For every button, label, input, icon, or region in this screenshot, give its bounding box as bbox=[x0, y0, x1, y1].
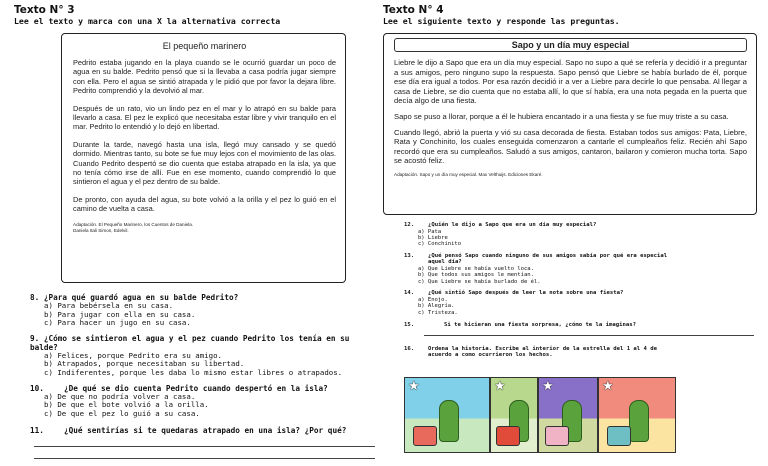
question-11 bbox=[30, 426, 375, 459]
story-paragraph: Liebre le dijo a Sapo que era un día muy especial. Sapo no supo a qué se refería y decidió ir a preguntar a sus amigos, pero ninguno supo la respuesta. Sapo pensó que Liebre se había burlado de él, porque ese día era igual a todos. Por esa razón decidió ir a ver a Liebre para decirle lo que pensaba. Al llegar a casa de Liebre, se dio cuenta que no estaba allí, lo que sí había, era una nota pegada en la puerta que decía algo de una fiesta. bbox=[394, 58, 747, 106]
question-text: ¿Cómo se sintieron el agua y el pez cuando Pedrito los tenía en su balde? bbox=[30, 333, 350, 352]
question-number: 8. bbox=[30, 293, 40, 302]
answer-option[interactable]: a) Enojo. bbox=[418, 296, 448, 303]
question-text: ¿Qué pensó Sapo cuando ninguno de sus amigos sabía por qué era especial aquel día? bbox=[428, 252, 668, 266]
question-14 bbox=[404, 290, 754, 316]
answer-option[interactable]: a) Pata bbox=[418, 228, 442, 235]
story-box-el-pequeno-marinero bbox=[61, 33, 346, 283]
scene-object bbox=[607, 426, 631, 446]
answer-option[interactable]: a) Para bebérsela en su casa. bbox=[44, 301, 174, 310]
question-number: 10. bbox=[30, 383, 44, 393]
character-figure bbox=[439, 400, 459, 442]
answer-option[interactable]: b) Liebre bbox=[418, 235, 448, 241]
left-column bbox=[14, 0, 384, 26]
story-credit: Adaptación. Sapo y un día muy especial. Max Velthuijs. Ediciones Ekaré. bbox=[394, 171, 543, 177]
question-number: 16. bbox=[404, 345, 415, 352]
question-number: 9. bbox=[30, 333, 40, 343]
order-star-icon[interactable]: ★ bbox=[494, 378, 506, 393]
answer-option[interactable]: c) Conchinito bbox=[418, 241, 462, 248]
question-number: 15. bbox=[404, 322, 415, 329]
answer-option[interactable]: c) Indiferentes, porque les daba lo mismo estar libres o atrapados. bbox=[44, 367, 343, 377]
order-star-icon[interactable]: ★ bbox=[408, 378, 420, 393]
question-text: ¿De qué se dio cuenta Pedrito cuando despertó en la isla? bbox=[64, 383, 328, 393]
story-title-frame bbox=[394, 38, 747, 52]
answer-option[interactable]: c) De que el pez lo guió a su casa. bbox=[44, 408, 200, 418]
question-12 bbox=[404, 222, 754, 248]
question-number: 12. bbox=[404, 222, 415, 228]
answer-option[interactable]: a) De que no podría volver a casa. bbox=[44, 391, 196, 401]
text-4-instruction: Lee el siguiente texto y responde las preguntas. bbox=[383, 16, 620, 26]
text-3-heading: Texto N° 3 bbox=[14, 4, 75, 16]
question-16 bbox=[404, 346, 754, 359]
story-title: El pequeño marinero bbox=[162, 41, 247, 51]
right-column bbox=[383, 0, 757, 26]
story-paragraph: Pedrito estaba jugando en la playa cuando se le ocurrió guardar un poco de agua en su balde. Pedrito pensó que si la llevaba a casa podría jugar siempre con ella. Pero el agua se sintió atrapada y le pidió que por favor la dejara libre. Pedrito comprendió y la devolvió al mar. bbox=[73, 58, 336, 96]
answer-option[interactable]: c) Que Liebre se había burlado de él. bbox=[418, 278, 541, 285]
scene-object bbox=[496, 426, 520, 446]
scene-object bbox=[545, 426, 569, 446]
panel-sapo-sick-in-bed bbox=[404, 377, 490, 453]
question-10 bbox=[30, 384, 375, 419]
story-paragraph: Después de un rato, vio un lindo pez en el mar y lo atrapó en su balde para llevarlo a casa. El pez le explicó que necesitaba estar libre y vivir tranquilo en el mar. Pedrito lo entendió y lo dejó en libertad. bbox=[73, 103, 336, 132]
question-number: 14. bbox=[404, 290, 415, 297]
question-13 bbox=[404, 253, 754, 285]
story-credit: Adaptación. El Pequeño Marinero, los Cuentos de Daniela. Daniela Itali Simon, Edelvil. bbox=[73, 221, 194, 233]
story-title: Sapo y un día muy especial bbox=[511, 40, 630, 50]
panel-sapo-party bbox=[598, 377, 676, 453]
answer-option[interactable]: b) Que todos sus amigos le mentían. bbox=[418, 272, 534, 279]
text-4-heading: Texto N° 4 bbox=[383, 4, 444, 16]
story-box-sapo bbox=[383, 33, 757, 215]
question-9 bbox=[30, 334, 375, 378]
answer-option[interactable]: c) Tristeza. bbox=[418, 309, 458, 316]
scene-object bbox=[413, 426, 437, 446]
answer-option[interactable]: a) Que Liebre se había vuelto loca. bbox=[418, 266, 534, 272]
text-3-instruction: Lee el texto y marca con una X la alternativa correcta bbox=[14, 16, 281, 26]
question-text: Ordena la historia. Escribe al interior de la estrella del 1 al 4 de acuerdo a como ocurrieron los hechos. bbox=[428, 345, 658, 359]
answer-option[interactable]: b) Atrapados, porque necesitaban su libertad. bbox=[44, 359, 245, 369]
answer-option[interactable]: c) Para hacer un jugo en su casa. bbox=[44, 318, 191, 328]
question-8 bbox=[30, 293, 375, 328]
question-text: Si te hicieran una fiesta sorpresa, ¿cómo te la imaginas? bbox=[444, 322, 636, 329]
question-number: 11. bbox=[30, 426, 44, 436]
questions-text-3 bbox=[30, 293, 375, 459]
panel-sapo-rata-dance bbox=[538, 377, 598, 453]
story-paragraph: Durante la tarde, navegó hasta una isla, llegó muy cansado y se quedó dormido. Mientras tanto, su bote se fue muy lejos con el movimiento de las olas. Cuando Pedrito despertó se dio cuenta que estaba atrapado en la isla, ya que no tenía cómo irse de allí. Fue en ese momento, cuando comprendió lo que sintieron el agua y el pez dentro de su balde. bbox=[73, 139, 336, 187]
answer-line[interactable] bbox=[34, 457, 375, 459]
question-number: 13. bbox=[404, 252, 415, 259]
character-figure bbox=[629, 400, 649, 442]
questions-text-4 bbox=[404, 222, 754, 359]
question-text: ¿Qué sentirías si te quedaras atrapado en una isla? ¿Por qué? bbox=[64, 426, 347, 436]
panel-liebre-note-door bbox=[490, 377, 538, 453]
story-paragraph: Sapo se puso a llorar, porque a él le hubiera encantado ir a una fiesta y se fue muy triste a su casa. bbox=[394, 111, 729, 121]
story-paragraph: Cuando llegó, abrió la puerta y vió su casa decorada de fiesta. Estaban todos sus amigos: Pata, Liebre, Rata y Conchinito, los cuales enseguida comenzaron a cantarle el cumpleaños feliz. Recién ahí Sapo recordó que era su cumpleaños. Saludó a sus amigos, cantaron, bailaron y comieron mucha torta. Sapo se acostó feliz. bbox=[394, 127, 747, 166]
question-text: ¿Qué sintió Sapo después de leer la nota sobre una fiesta? bbox=[428, 290, 624, 297]
answer-option[interactable]: b) Para jugar con ella en su casa. bbox=[44, 309, 196, 319]
answer-option[interactable]: b) De que el bote volvió a la orilla. bbox=[44, 400, 209, 410]
question-text: ¿Para qué guardó agua en su balde Pedrito? bbox=[43, 293, 239, 302]
answer-option[interactable]: b) Alegría. bbox=[418, 303, 455, 310]
question-15 bbox=[404, 322, 754, 336]
order-star-icon[interactable]: ★ bbox=[542, 378, 554, 393]
question-text: ¿Quién le dijo a Sapo que era un día muy especial? bbox=[428, 222, 597, 228]
story-paragraph: De pronto, con ayuda del agua, su bote volvió a la orilla y el pez lo guió en el camino de vuelta a casa. bbox=[73, 194, 336, 214]
order-star-icon[interactable]: ★ bbox=[602, 378, 614, 393]
answer-option[interactable]: a) Felices, porque Pedrito era su amigo. bbox=[44, 350, 222, 360]
